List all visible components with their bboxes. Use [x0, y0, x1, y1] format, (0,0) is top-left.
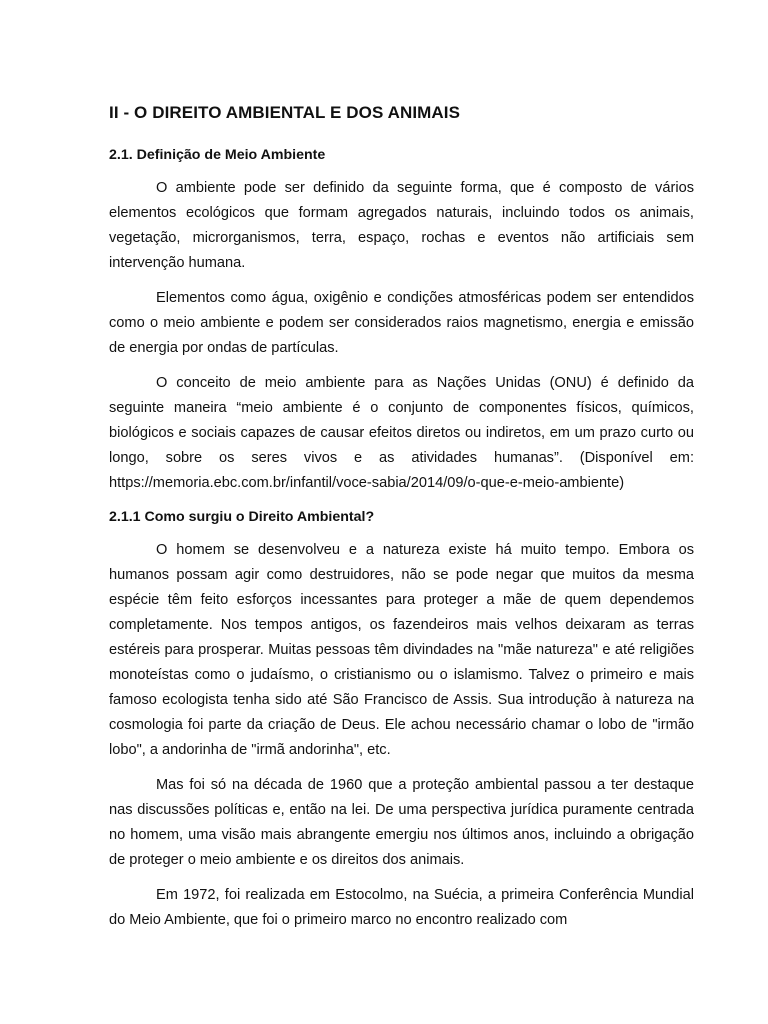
paragraph: O conceito de meio ambiente para as Nações Unidas (ONU) é definido da seguinte maneira “meio ambiente é o conjunto de componentes físicos, químicos, biológicos e sociais capazes de causar efeitos diretos ou indiretos, em um prazo curto ou longo, sobre os seres vivos e as atividades humanas”. (Disponível em: https://memoria.ebc.com.br/infantil/voce-sabia/2014/09/o-que-e-meio-ambiente): [109, 375, 694, 491]
section-heading-como-surgiu: 2.1.1 Como surgiu o Direito Ambiental?: [109, 509, 375, 525]
chapter-title: II - O DIREITO AMBIENTAL E DOS ANIMAIS: [109, 103, 461, 122]
paragraph: O homem se desenvolveu e a natureza existe há muito tempo. Embora os humanos possam agir como destruidores, não se pode negar que muitos da mesma espécie têm feito esforços incessantes para proteger a mãe de quem dependemos completamente. Nos tempos antigos, os fazendeiros mais velhos deixaram as terras estéreis para prosperar. Muitas pessoas têm divindades na "mãe natureza" e até religiões monoteístas como o judaísmo, o cristianismo ou o islamismo. Talvez o primeiro e mais famoso ecologista tenha sido até São Francisco de Assis. Sua introdução à natureza na cosmologia foi parte da criação de Deus. Ele achou necessário chamar o lobo de "irmão lobo", a andorinha de "irmã andorinha", etc.: [109, 542, 694, 758]
paragraph: Em 1972, foi realizada em Estocolmo, na Suécia, a primeira Conferência Mundial do Meio Ambiente, que foi o primeiro marco no encontro realizado com: [109, 887, 694, 928]
page-content: [109, 100, 694, 933]
section-heading-definicao: 2.1. Definição de Meio Ambiente: [109, 147, 326, 163]
paragraph: Mas foi só na década de 1960 que a proteção ambiental passou a ter destaque nas discussões políticas e, então na lei. De uma perspectiva jurídica puramente centrada no homem, uma visão mais abrangente emergiu nos últimos anos, incluindo a obrigação de proteger o meio ambiente e os direitos dos animais.: [109, 777, 694, 868]
paragraph: Elementos como água, oxigênio e condições atmosféricas podem ser entendidos como o meio ambiente e podem ser considerados raios magnetismo, energia e emissão de energia por ondas de partículas.: [109, 290, 694, 356]
paragraph: O ambiente pode ser definido da seguinte forma, que é composto de vários elementos ecológicos que formam agregados naturais, incluindo todos os animais, vegetação, microrganismos, terra, espaço, rochas e eventos não artificiais sem intervenção humana.: [109, 180, 694, 271]
